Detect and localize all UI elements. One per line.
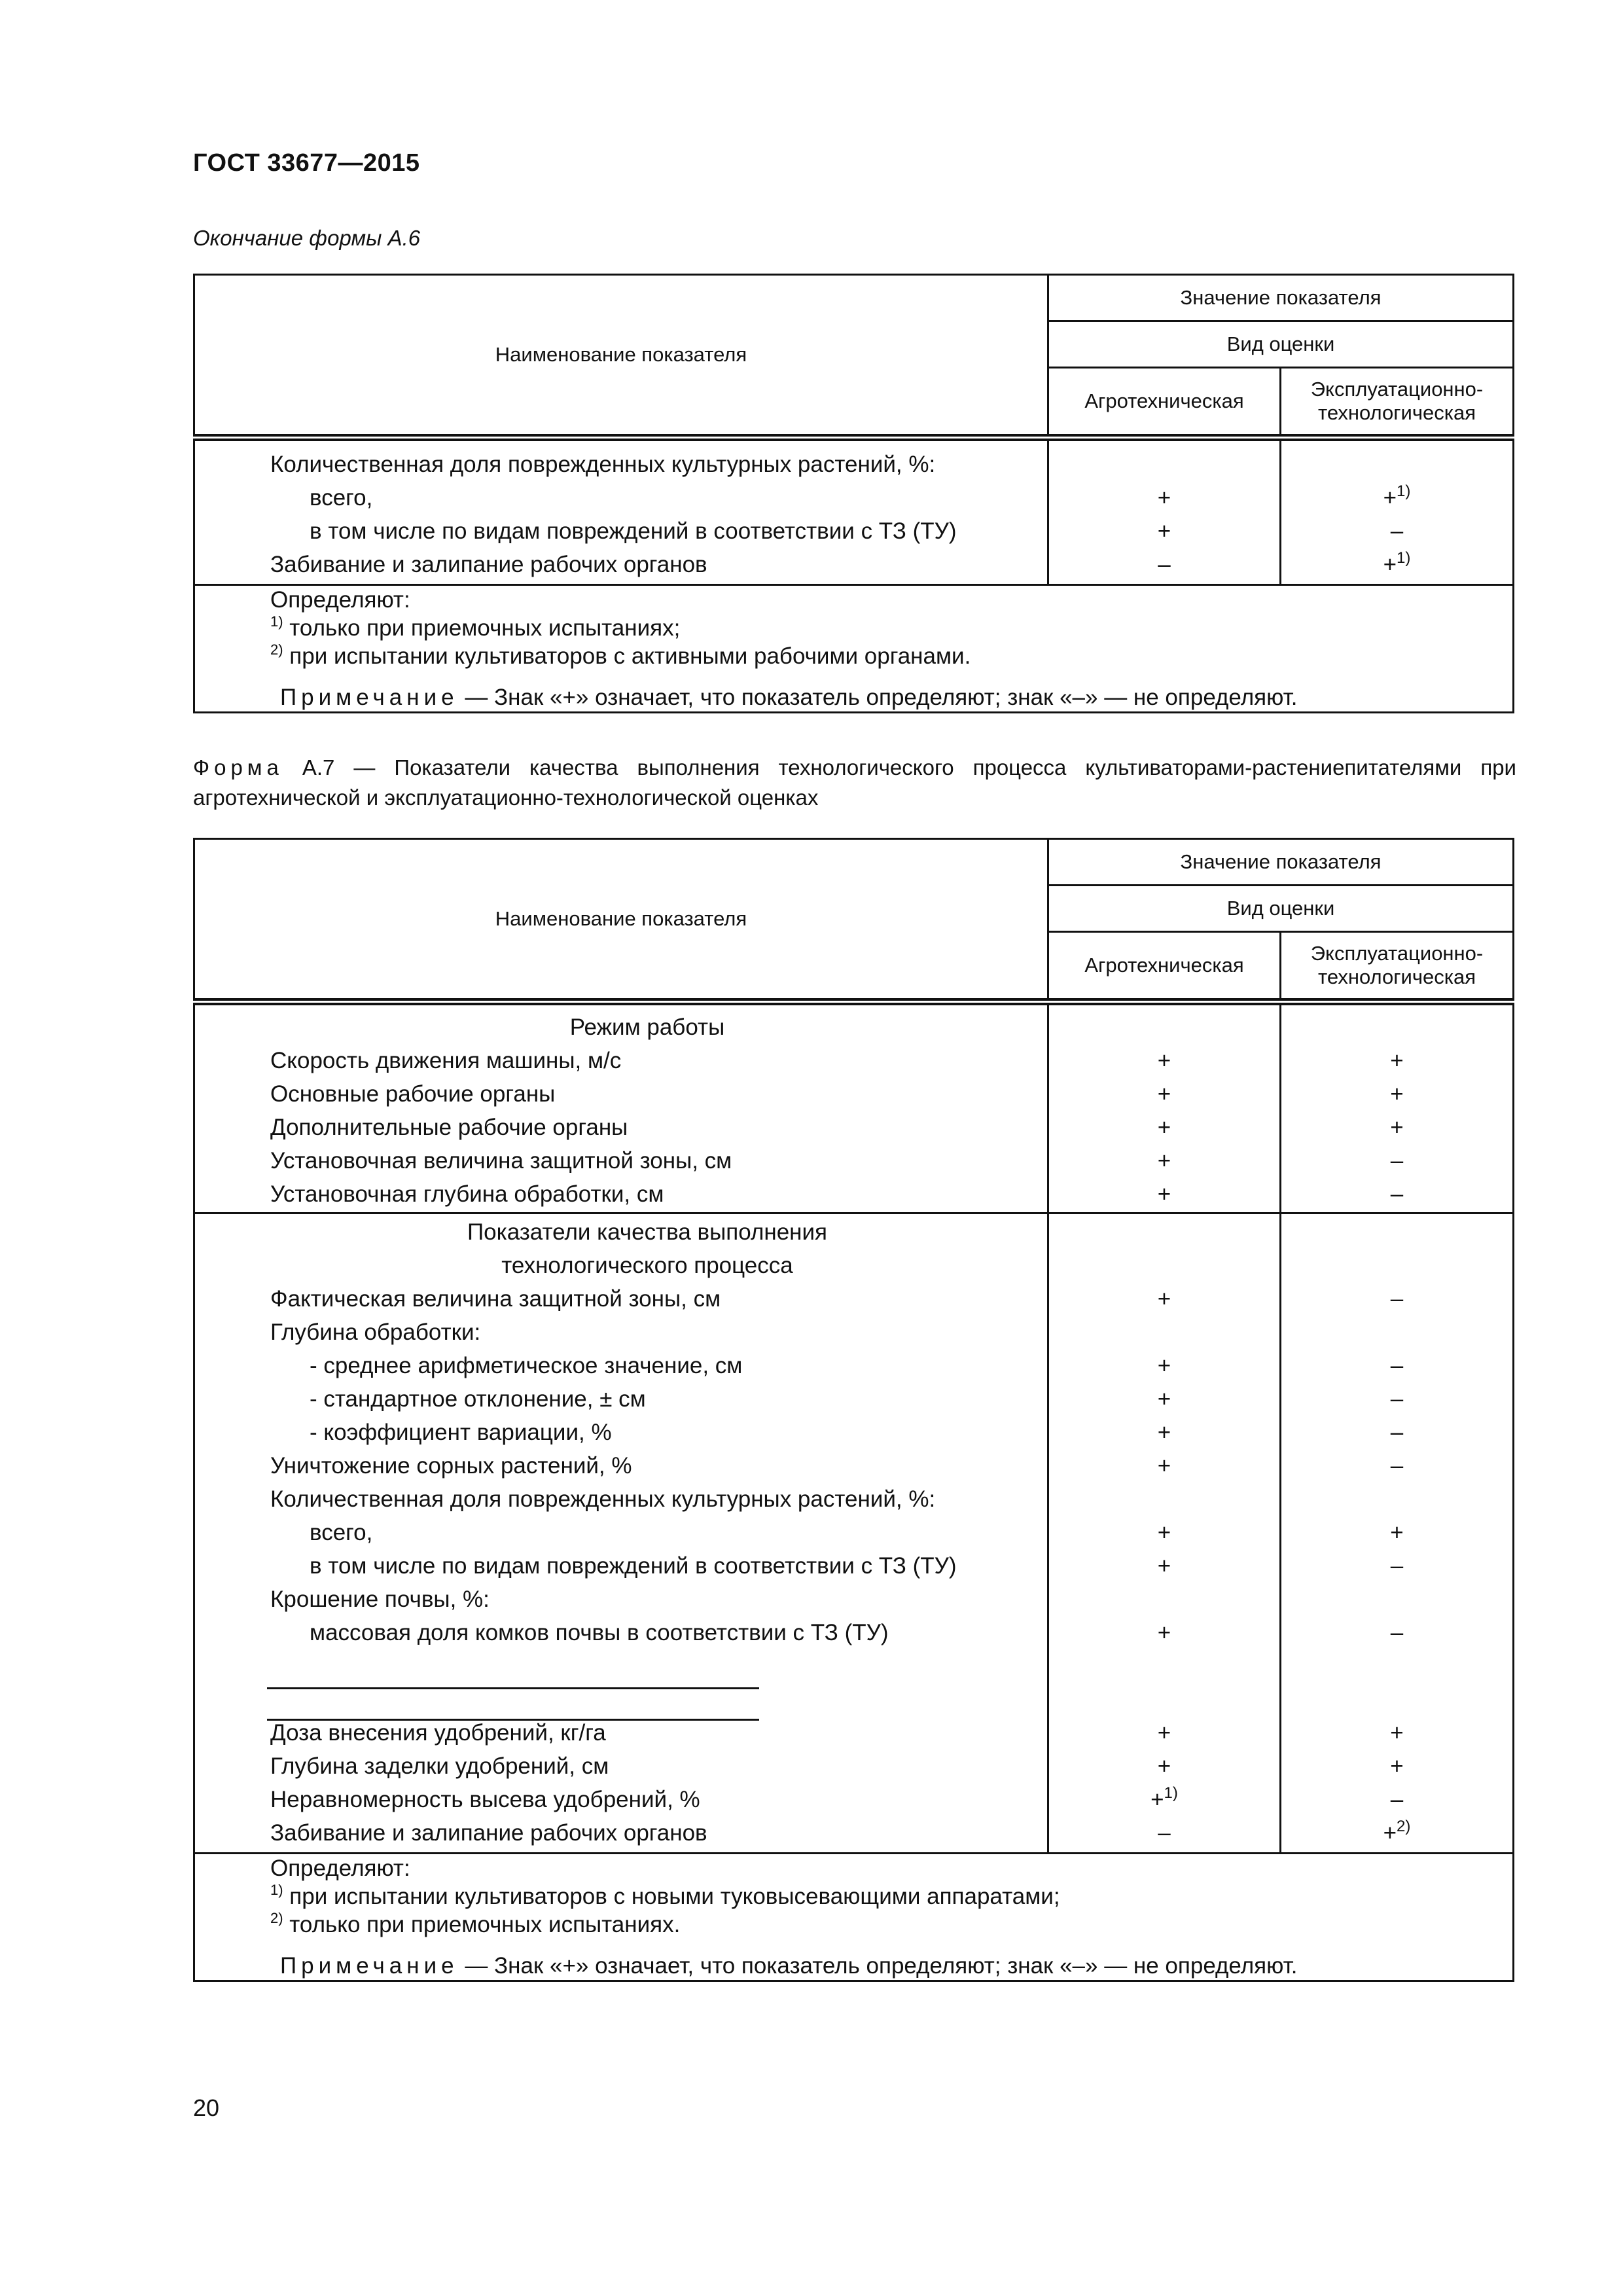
footnote-2: $^{2)}$ только при приемочных испытаниях. <box>270 1910 681 1937</box>
footnote-ref: 1) <box>1397 482 1411 500</box>
table-row-label: в том числе по видам повреждений в соответствии с ТЗ (ТУ) <box>310 1553 957 1579</box>
mark-cell <box>1049 1316 1279 1349</box>
mark-cell: + <box>1390 1081 1404 1107</box>
table1-notes <box>194 585 1514 713</box>
table1-expl-values <box>1281 438 1514 585</box>
mark-cell: + <box>1157 518 1171 544</box>
footnote-ref: 2) <box>1397 1818 1411 1835</box>
section1-agro-values <box>1048 1002 1281 1213</box>
table-row-label: всего, <box>310 485 373 511</box>
notes-intro: Определяют: <box>270 1856 410 1881</box>
table-row-label: - стандартное отклонение, ± см <box>310 1386 646 1412</box>
notes-intro: Определяют: <box>270 587 410 613</box>
table-remark: Примечание — Знак «+» означает, что показатель определяют; знак «–» — не определяют. <box>280 1953 1298 1979</box>
header-indicator-value: Значение показателя <box>1048 839 1514 886</box>
mark-cell: + <box>1390 1720 1404 1746</box>
table-form-a7 <box>193 838 1514 1982</box>
section-title: технологического процесса <box>501 1253 793 1278</box>
header-assessment-kind: Вид оценки <box>1048 886 1514 932</box>
mark-cell <box>1281 448 1512 481</box>
header-assessment-kind: Вид оценки <box>1048 321 1514 368</box>
mark-cell: – <box>1390 1553 1404 1579</box>
mark-cell: – <box>1158 1820 1171 1846</box>
table-row-label: Забивание и залипание рабочих органов <box>270 552 707 577</box>
section1-expl-values <box>1281 1002 1514 1213</box>
table-row-label: - среднее арифметическое значение, см <box>310 1353 743 1378</box>
mark-cell: – <box>1390 1353 1404 1378</box>
table-row-label: всего, <box>310 1520 373 1545</box>
mark-cell: – <box>1390 1620 1404 1645</box>
mark-cell: + <box>1157 1453 1171 1479</box>
header-indicator-name: Наименование показателя <box>194 275 1048 438</box>
mark-cell: + <box>1157 1286 1171 1312</box>
mark-cell <box>1049 448 1279 481</box>
mark-cell <box>1281 1482 1512 1516</box>
table1-agro-values <box>1048 438 1281 585</box>
continuation-title: Окончание формы А.6 <box>193 226 421 250</box>
section-title: Режим работы <box>569 1014 725 1040</box>
header-operational <box>1281 932 1514 1002</box>
mark-cell: + <box>1157 1148 1171 1174</box>
mark-cell: – <box>1390 1386 1404 1412</box>
mark-cell: – <box>1390 1453 1404 1479</box>
mark-cell: + <box>1157 1520 1171 1545</box>
header-operational-line1: Эксплуатационно- <box>1310 378 1484 401</box>
mark-cell: + <box>1157 1115 1171 1140</box>
mark-cell: + <box>1157 1181 1171 1207</box>
mark-cell: – <box>1390 1181 1404 1207</box>
header-indicator-name: Наименование показателя <box>194 839 1048 1002</box>
header-agrotechnical: Агротехническая <box>1048 368 1281 438</box>
mark-cell: + <box>1157 1553 1171 1579</box>
footnote-ref: 1) <box>1397 549 1411 567</box>
footnote-1: $^{1)}$ при испытании культиваторов с новыми туковысевающими аппаратами; <box>270 1882 1060 1909</box>
mark-cell: +$^{2)}$ <box>1383 1818 1411 1846</box>
table-row-label: Глубина обработки: <box>270 1319 481 1345</box>
mark-cell: – <box>1158 552 1171 577</box>
mark-cell: +$^{1)}$ <box>1383 482 1411 511</box>
mark-cell: + <box>1157 1386 1171 1412</box>
mark-cell: + <box>1390 1115 1404 1140</box>
table-row-label: в том числе по видам повреждений в соответствии с ТЗ (ТУ) <box>310 518 957 544</box>
table-remark: Примечание — Знак «+» означает, что показатель определяют; знак «–» — не определяют. <box>280 685 1298 710</box>
table-row-label: Крошение почвы, %: <box>270 1587 490 1612</box>
blank-line <box>267 1719 759 1721</box>
blank-line <box>267 1687 759 1689</box>
table-row-label: массовая доля комков почвы в соответствии с ТЗ (ТУ) <box>310 1620 889 1645</box>
form-a7-title: Форма А.7 — Показатели качества выполнения технологического процесса культиваторами-растениепитателями при агротехнической и эксплуатационно-технологической оценках <box>193 755 1516 810</box>
mark-cell: + <box>1390 1048 1404 1073</box>
table-row-label: Забивание и залипание рабочих органов <box>270 1820 707 1846</box>
table-row-label: Скорость движения машины, м/с <box>270 1048 622 1073</box>
mark-cell: + <box>1157 1420 1171 1445</box>
header-operational-line1: Эксплуатационно- <box>1310 942 1484 965</box>
mark-cell <box>1281 1583 1512 1616</box>
mark-cell <box>1049 1583 1279 1616</box>
section-title: Показатели качества выполнения <box>467 1219 827 1245</box>
table-row-label: Дополнительные рабочие органы <box>270 1115 628 1140</box>
mark-cell <box>1049 1482 1279 1516</box>
header-operational <box>1281 368 1514 438</box>
header-operational-line2: технологическая <box>1317 965 1476 988</box>
mark-cell: – <box>1390 518 1404 544</box>
mark-cell: +$^{1)}$ <box>1150 1784 1178 1812</box>
mark-cell: + <box>1157 1081 1171 1107</box>
header-operational-line2: технологическая <box>1317 401 1476 424</box>
section-quality-indicators <box>194 1213 1048 1854</box>
table-row-label: Количественная доля поврежденных культурных растений, %: <box>270 452 936 477</box>
header-agrotechnical: Агротехническая <box>1048 932 1281 1002</box>
mark-cell: + <box>1157 1720 1171 1746</box>
mark-cell: + <box>1157 485 1171 511</box>
table1-labels <box>194 438 1048 585</box>
table2-notes <box>194 1854 1514 1981</box>
table-row-label: Неравномерность высева удобрений, % <box>270 1787 700 1812</box>
header-indicator-value: Значение показателя <box>1048 275 1514 321</box>
table-row-label: Уничтожение сорных растений, % <box>270 1453 632 1479</box>
mark-cell: + <box>1157 1753 1171 1779</box>
section2-expl-values <box>1281 1213 1514 1854</box>
mark-cell: + <box>1157 1353 1171 1378</box>
document-code: ГОСТ 33677—2015 <box>193 149 420 177</box>
mark-cell: + <box>1390 1753 1404 1779</box>
footnote-1: $^{1)}$ только при приемочных испытаниях; <box>270 613 681 641</box>
mark-cell: + <box>1157 1048 1171 1073</box>
mark-cell: – <box>1390 1420 1404 1445</box>
table-row-label: Установочная глубина обработки, см <box>270 1181 664 1207</box>
mark-cell: + <box>1390 1520 1404 1545</box>
page-number: 20 <box>193 2094 220 2121</box>
mark-cell: +$^{1)}$ <box>1383 549 1411 577</box>
mark-cell <box>1281 1316 1512 1349</box>
section2-agro-values <box>1048 1213 1281 1854</box>
mark-cell: + <box>1157 1620 1171 1645</box>
table-row-label: Глубина заделки удобрений, см <box>270 1753 609 1779</box>
table-row-label: Установочная величина защитной зоны, см <box>270 1148 732 1174</box>
mark-cell: – <box>1390 1148 1404 1174</box>
table-form-a6-end <box>193 274 1514 713</box>
section-operating-mode <box>194 1002 1048 1213</box>
footnote-2: $^{2)}$ при испытании культиваторов с активными рабочими органами. <box>270 641 971 669</box>
table-row-label: Доза внесения удобрений, кг/га <box>270 1720 606 1746</box>
table-row-label: Фактическая величина защитной зоны, см <box>270 1286 721 1312</box>
table-row-label: Основные рабочие органы <box>270 1081 556 1107</box>
table-row-label: - коэффициент вариации, % <box>310 1420 612 1445</box>
mark-cell: – <box>1390 1286 1404 1312</box>
mark-cell: – <box>1390 1787 1404 1812</box>
table-row-label: Количественная доля поврежденных культурных растений, %: <box>270 1486 936 1512</box>
footnote-ref: 1) <box>1164 1784 1178 1802</box>
